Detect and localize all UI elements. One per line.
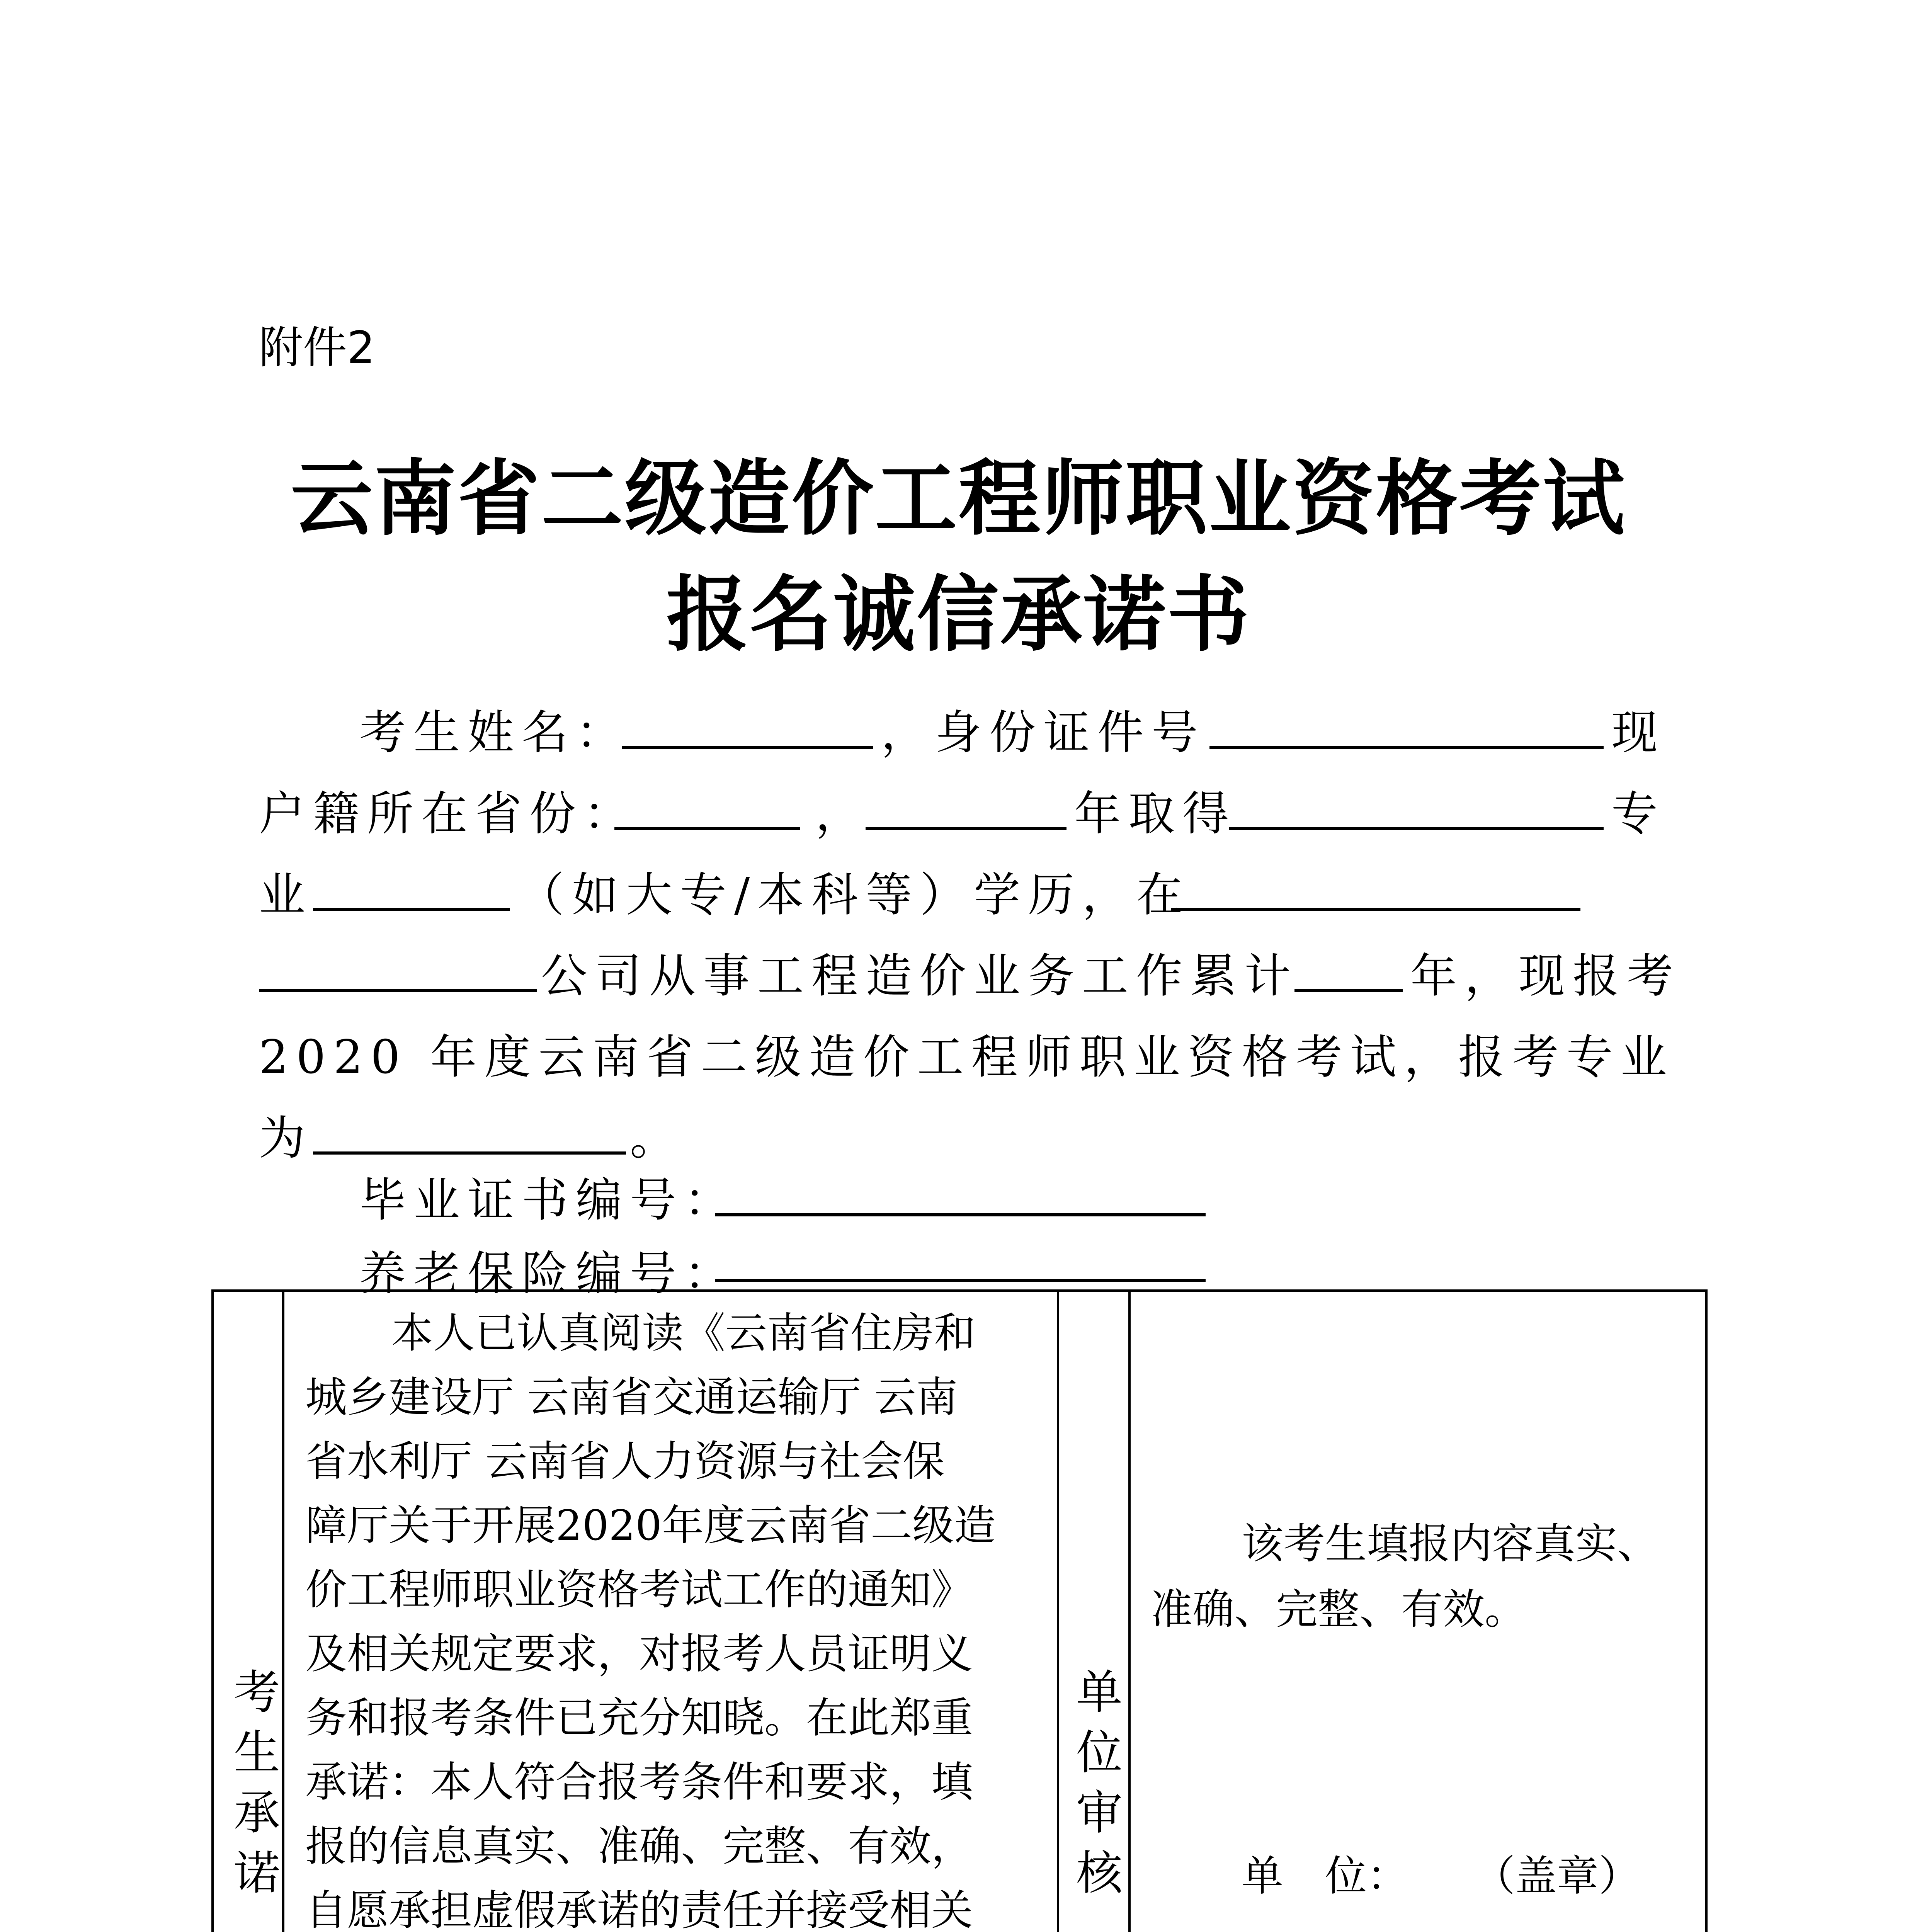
line1-tail: 现 <box>1611 706 1658 760</box>
pledge-line: 价工程师职业资格考试工作的通知》 <box>305 1566 973 1614</box>
major-blank[interactable] <box>1229 827 1604 830</box>
line6-head: 为 <box>259 1112 305 1165</box>
apply-label: 年，现报考 <box>1410 949 1681 1003</box>
work-years-blank[interactable] <box>1294 989 1403 992</box>
pledge-line: 务和报考条件已充分知晓。在此郑重 <box>305 1694 973 1742</box>
pledge-line: 报的信息真实、准确、完整、有效， <box>305 1822 973 1871</box>
line2-tail: 专 <box>1611 787 1658 841</box>
degree-label: （如大专/本科等）学历，在 <box>518 868 1191 922</box>
certificate-number-label: 毕业证书编号： <box>359 1173 738 1227</box>
pledge-line: 障厅关于开展2020年度云南省二级造 <box>305 1502 996 1550</box>
attachment-label: 附件2 <box>259 322 375 373</box>
comma: ， <box>815 787 862 841</box>
year-obtained-label: 年取得 <box>1074 787 1237 841</box>
unit-review-header: 单位审核 <box>1076 1666 1123 1900</box>
line3-head: 业 <box>259 868 305 922</box>
pledge-line: 省水利厅 云南省人力资源与社会保 <box>305 1437 945 1486</box>
page-title: 云南省二级造价工程师职业资格考试 <box>291 450 1626 546</box>
pledge-line: 及相关规定要求，对报考人员证明义 <box>305 1630 973 1678</box>
graduation-year-blank[interactable] <box>866 827 1067 830</box>
company-blank-a[interactable] <box>1171 908 1580 911</box>
name-blank[interactable] <box>622 746 873 749</box>
work-years-label: 公司从事工程造价业务工作累计 <box>541 949 1298 1003</box>
table-divider <box>1057 1292 1059 1932</box>
company-blank-b[interactable] <box>259 989 537 992</box>
candidate-pledge-header: 考生承诺 <box>234 1666 280 1900</box>
degree-blank[interactable] <box>313 908 510 911</box>
id-number-label: ，身份证件号 <box>881 706 1206 760</box>
pension-number-label: 养老保险编号： <box>359 1247 738 1301</box>
exam-year-statement: 2020 年度云南省二级造价工程师职业资格考试，报考专业 <box>259 1031 1675 1084</box>
unit-label: 单 位： <box>1242 1852 1409 1900</box>
province-label: 户籍所在省份： <box>259 787 638 841</box>
name-label: 考生姓名： <box>359 706 630 760</box>
table-divider <box>282 1292 284 1932</box>
seal-label[interactable]: （盖章） <box>1473 1852 1641 1900</box>
page-subtitle: 报名诚信承诺书 <box>666 566 1251 662</box>
pledge-line: 本人已认真阅读《云南省住房和 <box>391 1309 976 1357</box>
table-divider <box>1128 1292 1131 1932</box>
pledge-line: 自愿承担虚假承诺的责任并接受相关 <box>305 1886 973 1932</box>
certificate-number-blank[interactable] <box>715 1213 1206 1216</box>
pledge-table <box>211 1289 1708 1932</box>
review-line: 该考生填报内容真实、 <box>1242 1520 1659 1568</box>
province-blank[interactable] <box>614 827 800 830</box>
pledge-line: 城乡建设厅 云南省交通运输厅 云南 <box>305 1373 958 1422</box>
exam-major-blank[interactable] <box>313 1151 626 1155</box>
pension-number-blank[interactable] <box>715 1279 1206 1282</box>
id-number-blank[interactable] <box>1209 746 1604 749</box>
review-line: 准确、完整、有效。 <box>1151 1585 1527 1634</box>
pledge-line: 承诺：本人符合报考条件和要求，填 <box>305 1758 973 1806</box>
period: 。 <box>630 1112 676 1165</box>
